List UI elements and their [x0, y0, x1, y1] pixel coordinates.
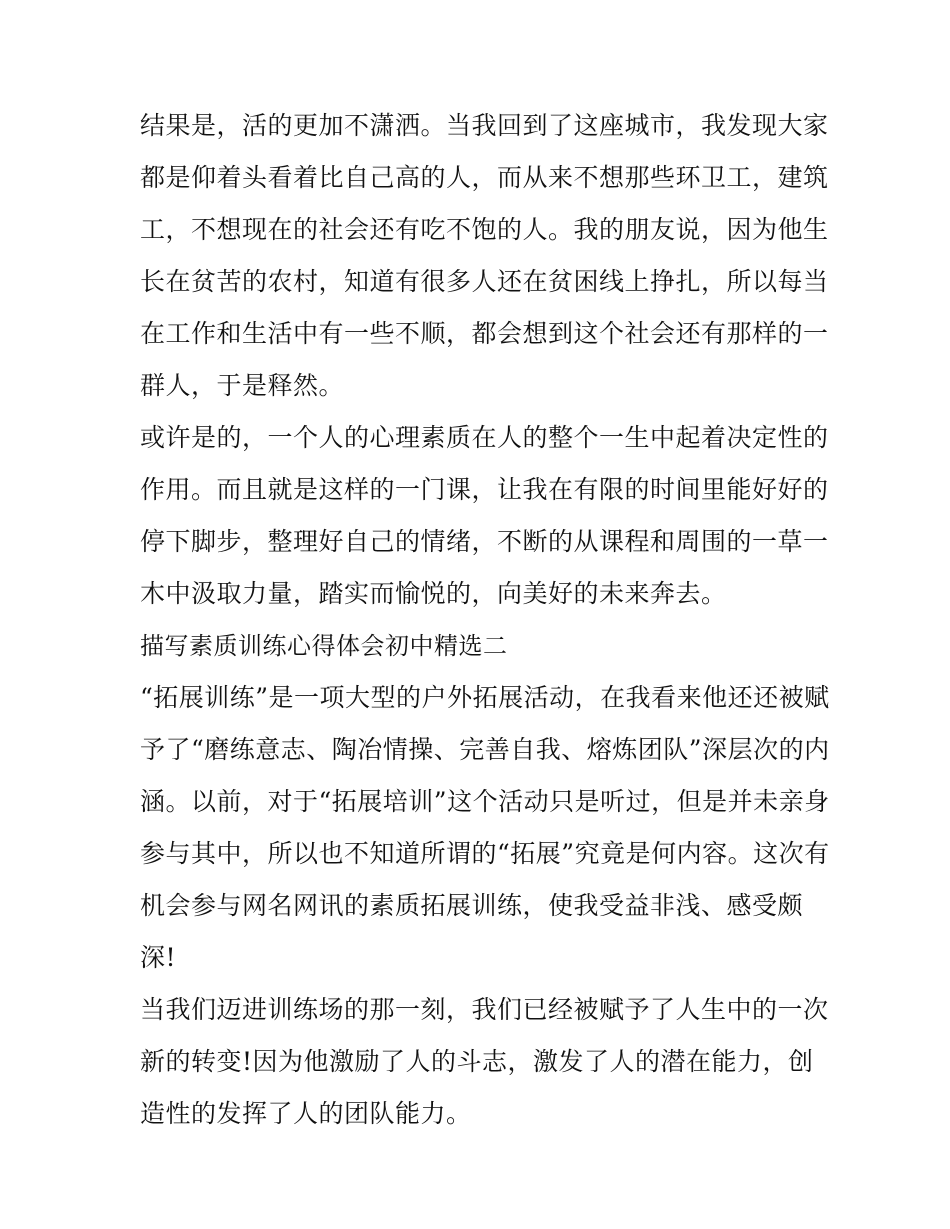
text-line: 深! [140, 943, 177, 972]
section-heading [140, 620, 820, 672]
text-line: 予了“磨练意志、陶冶情操、完善自我、熔炼团队”深层次的内 [140, 735, 830, 764]
document-body [140, 100, 830, 1140]
paragraph-3 [140, 672, 830, 984]
paragraph-2 [140, 412, 829, 620]
text-line: 在工作和生活中有一些不顺，都会想到这个社会还有那样的一 [140, 319, 829, 348]
text-line: 都是仰着头看着比自己高的人，而从来不想那些环卫工，建筑 [140, 163, 829, 192]
text-line: 造性的发挥了人的团队能力。 [140, 1099, 472, 1128]
text-line: 参与其中，所以也不知道所谓的“拓展”究竟是何内容。这次有 [140, 839, 830, 868]
text-line: “拓展训练”是一项大型的户外拓展活动，在我看来他还还被赋 [140, 683, 830, 712]
paragraph-1 [140, 100, 829, 412]
text-line: 作用。而且就是这样的一门课，让我在有限的时间里能好好的 [140, 475, 829, 504]
text-line: 机会参与网名网讯的素质拓展训练，使我受益非浅、感受颇 [140, 891, 804, 920]
text-line: 结果是，活的更加不潇洒。当我回到了这座城市，我发现大家 [140, 111, 829, 140]
heading-text: 描写素质训练心得体会初中精选二 [140, 632, 508, 660]
text-line: 群人，于是释然。 [140, 371, 345, 400]
text-line: 停下脚步，整理好自己的情绪，不断的从课程和周围的一草一 [140, 527, 829, 556]
text-line: 长在贫苦的农村，知道有很多人还在贫困线上挣扎，所以每当 [140, 267, 829, 296]
paragraph-4 [140, 984, 829, 1140]
text-line: 涵。以前，对于“拓展培训”这个活动只是听过，但是并未亲身 [140, 787, 830, 816]
text-line: 当我们迈进训练场的那一刻，我们已经被赋予了人生中的一次 [140, 995, 829, 1024]
text-line: 新的转变!因为他激励了人的斗志，激发了人的潜在能力，创 [140, 1047, 814, 1076]
text-line: 木中汲取力量，踏实而愉悦的，向美好的未来奔去。 [140, 579, 727, 608]
text-line: 工，不想现在的社会还有吃不饱的人。我的朋友说，因为他生 [140, 215, 829, 244]
text-line: 或许是的，一个人的心理素质在人的整个一生中起着决定性的 [140, 423, 829, 452]
